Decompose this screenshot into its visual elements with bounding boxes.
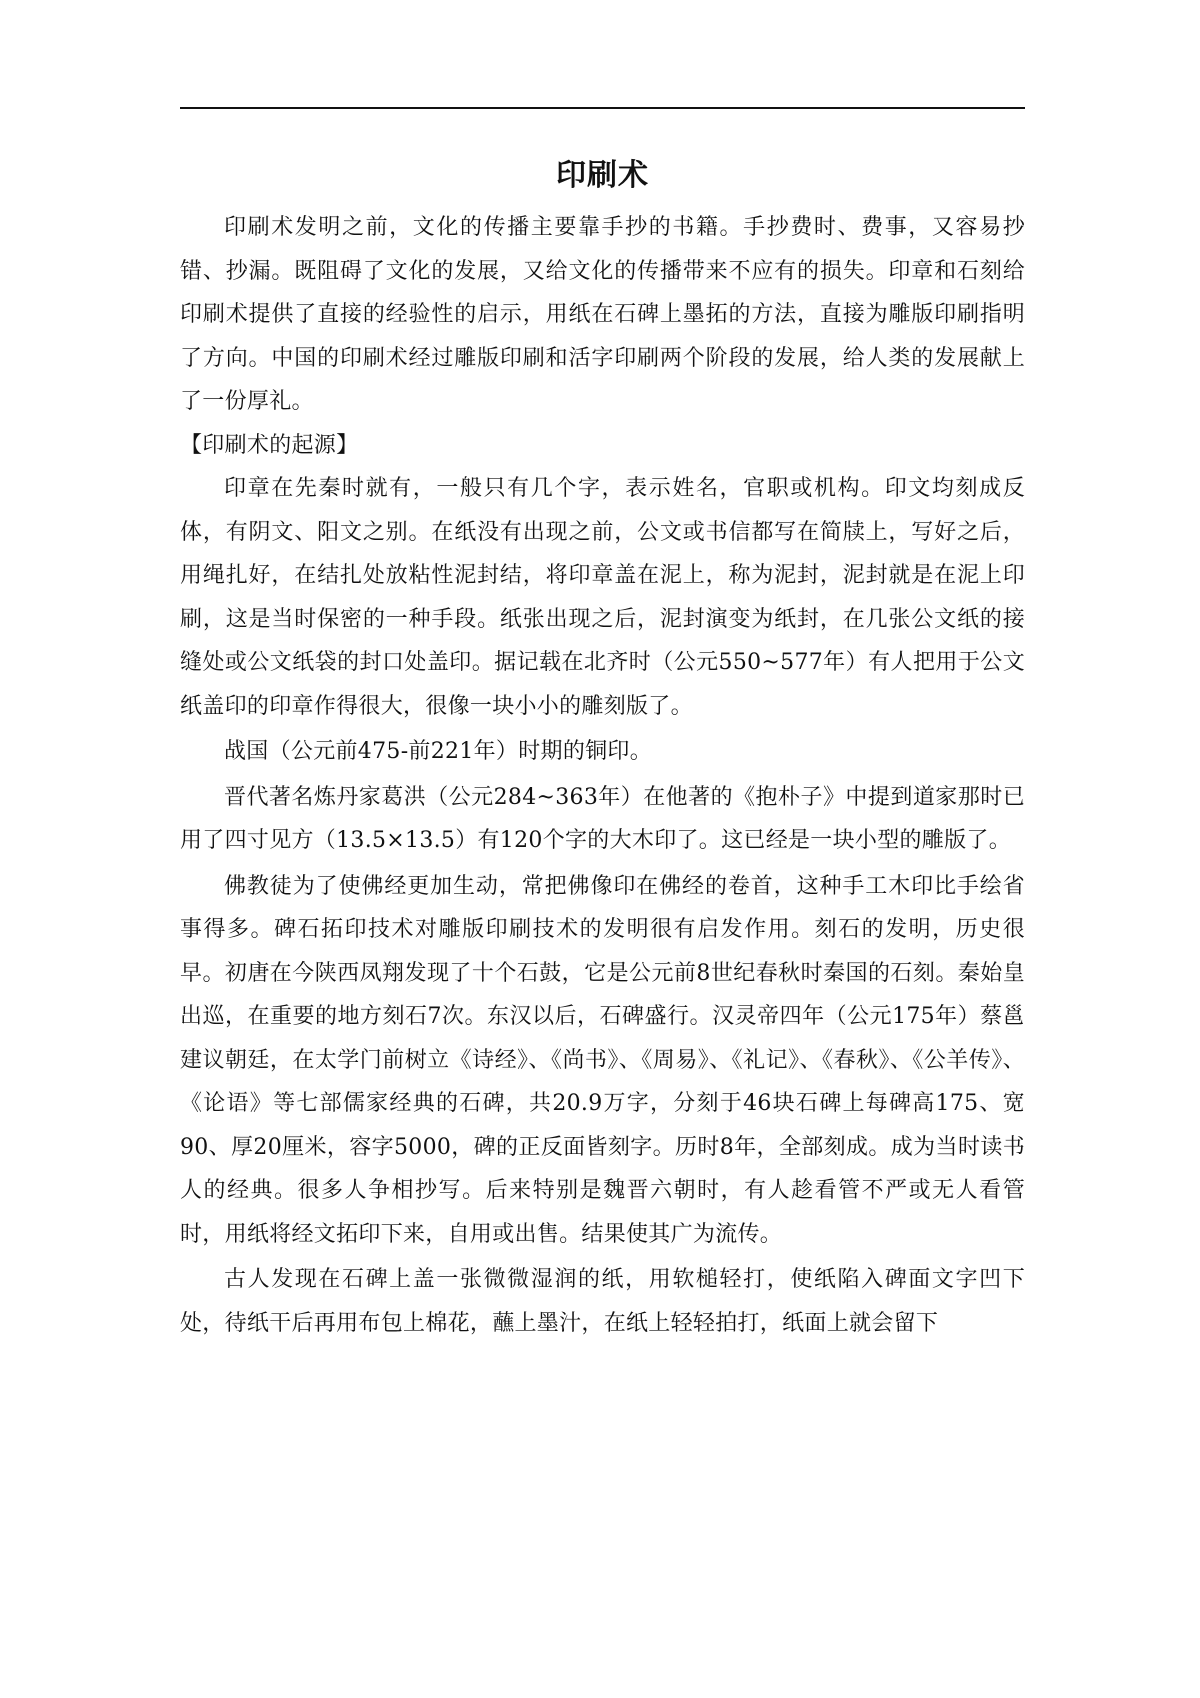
- paragraph-rubbing: 古人发现在石碑上盖一张微微湿润的纸，用软槌轻打，使纸陷入碑面文字凹下处，待纸干后再用布包上棉花，蘸上墨汁，在纸上轻轻拍打，纸面上就会留下: [180, 1267, 1025, 1336]
- paragraph-buddhist-stone: 佛教徒为了使佛经更加生动，常把佛像印在佛经的卷首，这种手工木印比手绘省事得多。碑石拓印技术对雕版印刷技术的发明很有启发作用。刻石的发明，历史很早。初唐在今陕西凤翔发现了十个石鼓，它是公元前8世纪春秋时秦国的石刻。秦始皇出巡，在重要的地方刻石7次。东汉以后，石碑盛行。汉灵帝四年（公元175年）蔡邕建议朝廷，在太学门前树立《诗经》、《尚书》、《周易》、《礼记》、《春秋》、《公羊传》、《论语》等七部儒家经典的石碑，共20.9万字，分刻于46块石碑上每碑高175、宽90、厚20厘米，容字5000，碑的正反面皆刻字。历时8年，全部刻成。成为当时读书人的经典。很多人争相抄写。后来特别是魏晋六朝时，有人趁看管不严或无人看管时，用纸将经文拓印下来，自用或出售。结果使其广为流传。: [180, 873, 1025, 1247]
- header-rule: [180, 107, 1025, 109]
- document-body: [180, 150, 1025, 1345]
- page-title: 印刷术: [556, 158, 649, 193]
- paragraph-ge-hong: 晋代著名炼丹家葛洪（公元284~363年）在他著的《抱朴子》中提到道家那时已用了四寸见方（13.5×13.5）有120个字的大木印了。这已经是一块小型的雕版了。: [180, 784, 1025, 853]
- section-heading: 【印刷术的起源】: [180, 432, 359, 458]
- paragraph-seals: 印章在先秦时就有，一般只有几个字，表示姓名，官职或机构。印文均刻成反体，有阴文、阳文之别。在纸没有出现之前，公文或书信都写在简牍上，写好之后，用绳扎好，在结扎处放粘性泥封结，将印章盖在泥上，称为泥封，泥封就是在泥上印刷，这是当时保密的一种手段。纸张出现之后，泥封演变为纸封，在几张公文纸的接缝处或公文纸袋的封口处盖印。据记载在北齐时（公元550~577年）有人把用于公文纸盖印的印章作得很大，很像一块小小的雕刻版了。: [180, 476, 1025, 719]
- paragraph-bronze-seal: 战国（公元前475-前221年）时期的铜印。: [224, 739, 653, 764]
- intro-paragraph: 印刷术发明之前，文化的传播主要靠手抄的书籍。手抄费时、费事，又容易抄错、抄漏。既阻碍了文化的发展，又给文化的传播带来不应有的损失。印章和石刻给印刷术提供了直接的经验性的启示，用纸在石碑上墨拓的方法，直接为雕版印刷指明了方向。中国的印刷术经过雕版印刷和活字印刷两个阶段的发展，给人类的发展献上了一份厚礼。: [180, 215, 1025, 414]
